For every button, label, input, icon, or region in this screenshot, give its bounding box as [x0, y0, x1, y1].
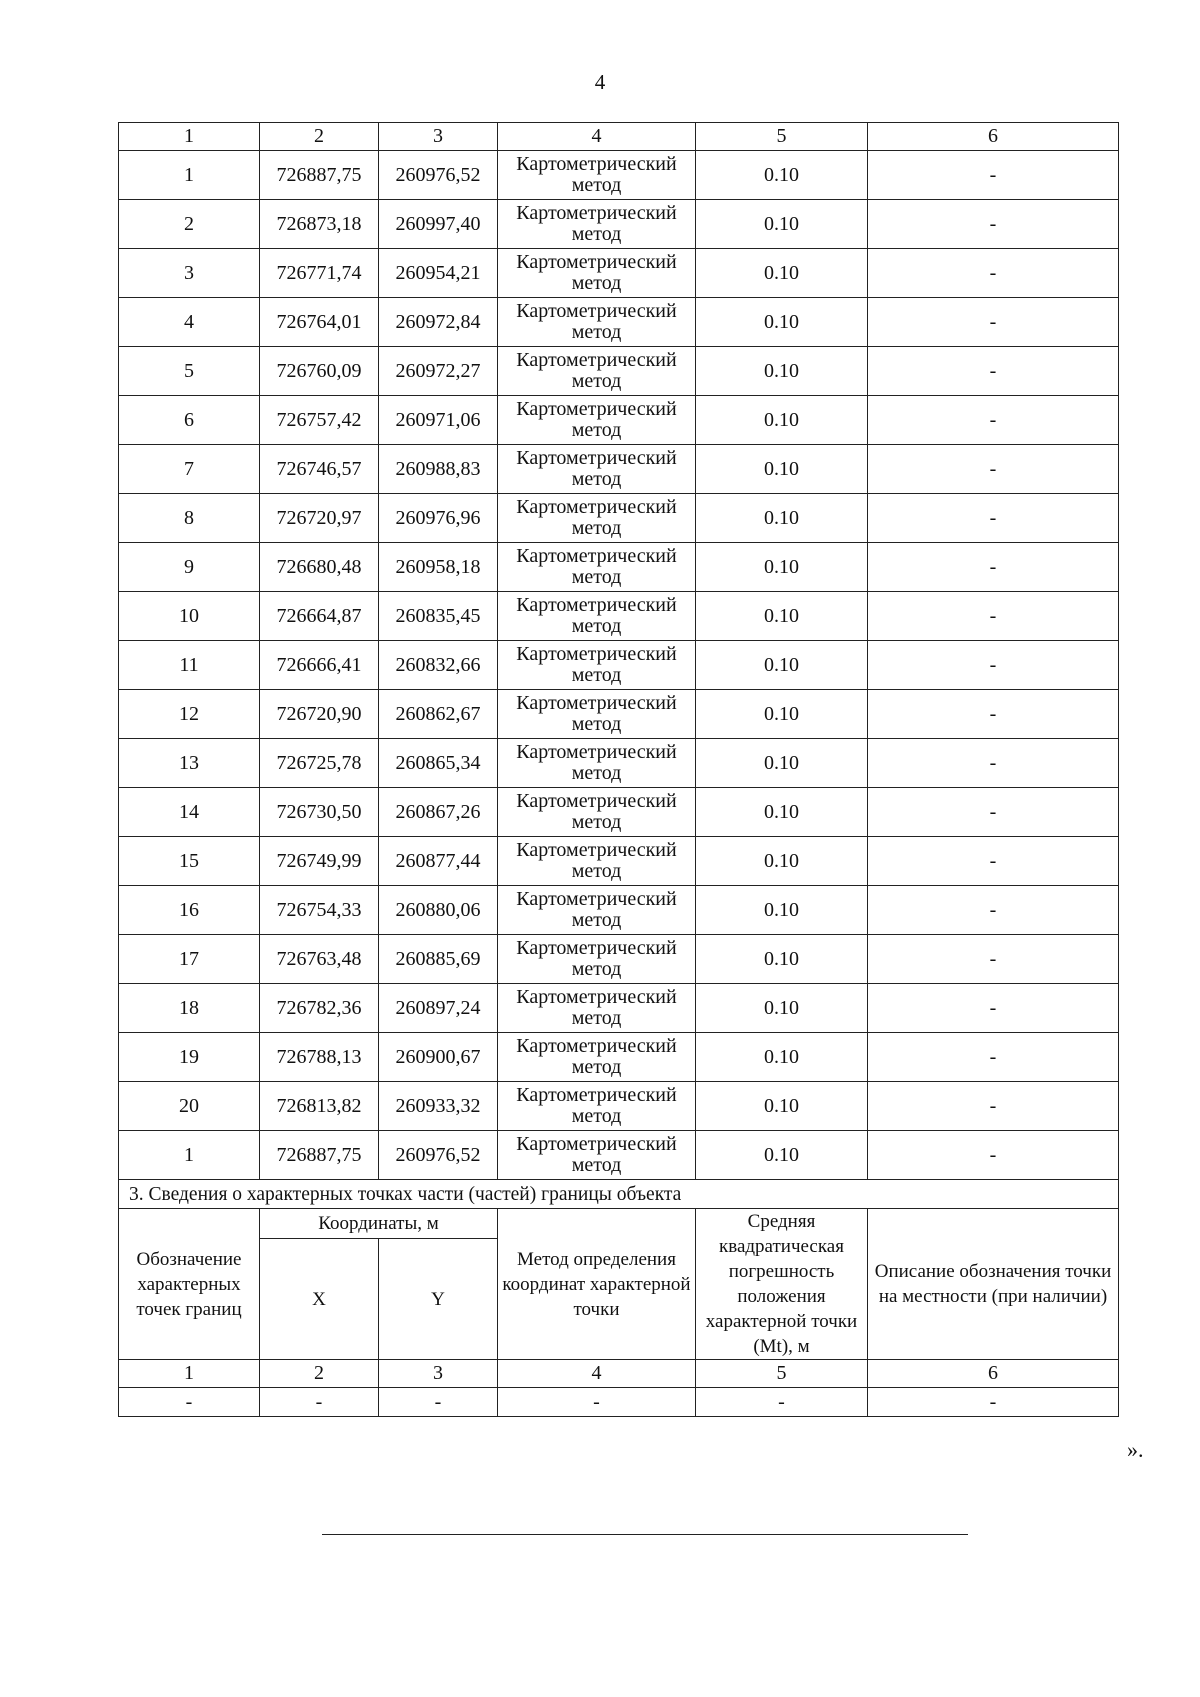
- description-cell: -: [868, 690, 1119, 739]
- point-cell: 18: [119, 984, 260, 1033]
- method-text-line: Картометрический: [516, 349, 677, 371]
- y-coordinate-cell: 260976,52: [379, 151, 498, 200]
- method-text-line: метод: [571, 664, 622, 686]
- y-coordinate-cell: 260867,26: [379, 788, 498, 837]
- point-cell: 3: [119, 249, 260, 298]
- point-cell: 1: [119, 1131, 260, 1180]
- x-coordinate-cell: 726782,36: [260, 984, 379, 1033]
- method-text-line: Картометрический: [516, 643, 677, 665]
- method-text-line: метод: [571, 860, 622, 882]
- y-coordinate-cell: 260832,66: [379, 641, 498, 690]
- table-row: [119, 347, 1119, 396]
- description-cell: -: [868, 886, 1119, 935]
- method-cell: [498, 249, 696, 298]
- method-cell: [498, 984, 696, 1033]
- method-cell: [498, 1131, 696, 1180]
- x-coordinate-cell: 726763,48: [260, 935, 379, 984]
- empty-cell: -: [696, 1388, 868, 1417]
- description-cell: -: [868, 984, 1119, 1033]
- table-row: [119, 837, 1119, 886]
- method-text-line: Картометрический: [516, 251, 677, 273]
- table-row: [119, 396, 1119, 445]
- description-cell: -: [868, 249, 1119, 298]
- y-coordinate-cell: 260933,32: [379, 1082, 498, 1131]
- y-coordinate-cell: 260972,84: [379, 298, 498, 347]
- method-text-line: метод: [571, 566, 622, 588]
- x-coordinate-cell: 726873,18: [260, 200, 379, 249]
- point-cell: 17: [119, 935, 260, 984]
- description-cell: -: [868, 739, 1119, 788]
- header-coordinates: Координаты, м: [260, 1209, 498, 1239]
- section-3-title: 3. Сведения о характерных точках части (частей) границы объекта: [119, 1180, 1119, 1209]
- mean-square-error-cell: 0.10: [696, 984, 868, 1033]
- table-row: [119, 788, 1119, 837]
- method-text-line: Картометрический: [516, 839, 677, 861]
- column-number: 6: [868, 123, 1119, 151]
- description-cell: -: [868, 151, 1119, 200]
- y-coordinate-cell: 260900,67: [379, 1033, 498, 1082]
- mean-square-error-cell: 0.10: [696, 347, 868, 396]
- description-cell: -: [868, 592, 1119, 641]
- method-cell: [498, 200, 696, 249]
- method-text-line: метод: [571, 272, 622, 294]
- x-coordinate-cell: 726666,41: [260, 641, 379, 690]
- mean-square-error-cell: 0.10: [696, 1033, 868, 1082]
- point-cell: 10: [119, 592, 260, 641]
- column-number: 5: [696, 123, 868, 151]
- column-number: 1: [119, 123, 260, 151]
- mean-square-error-cell: 0.10: [696, 739, 868, 788]
- point-cell: 19: [119, 1033, 260, 1082]
- point-cell: 16: [119, 886, 260, 935]
- y-coordinate-cell: 260972,27: [379, 347, 498, 396]
- x-coordinate-cell: 726764,01: [260, 298, 379, 347]
- method-cell: [498, 690, 696, 739]
- y-coordinate-cell: 260976,52: [379, 1131, 498, 1180]
- mean-square-error-cell: 0.10: [696, 1131, 868, 1180]
- point-cell: 20: [119, 1082, 260, 1131]
- method-text-line: метод: [571, 1105, 622, 1127]
- y-coordinate-cell: 260958,18: [379, 543, 498, 592]
- x-coordinate-cell: 726746,57: [260, 445, 379, 494]
- table-row: [119, 984, 1119, 1033]
- table-row: [119, 543, 1119, 592]
- point-cell: 6: [119, 396, 260, 445]
- column-number-row: [119, 123, 1119, 151]
- y-coordinate-cell: 260862,67: [379, 690, 498, 739]
- y-coordinate-cell: 260954,21: [379, 249, 498, 298]
- description-cell: -: [868, 837, 1119, 886]
- table-row: [119, 151, 1119, 200]
- closing-quote-mark: ».: [1127, 1437, 1144, 1462]
- method-text-line: метод: [571, 1056, 622, 1078]
- mean-square-error-cell: 0.10: [696, 200, 868, 249]
- section-3-title-row: [119, 1180, 1119, 1209]
- method-text-line: метод: [571, 468, 622, 490]
- empty-cell: -: [379, 1388, 498, 1417]
- table-row: [119, 445, 1119, 494]
- method-text-line: Картометрический: [516, 447, 677, 469]
- description-cell: -: [868, 641, 1119, 690]
- header-y: Y: [379, 1239, 498, 1360]
- method-cell: [498, 886, 696, 935]
- method-text-line: Картометрический: [516, 300, 677, 322]
- mean-square-error-cell: 0.10: [696, 494, 868, 543]
- method-text-line: метод: [571, 713, 622, 735]
- method-text-line: Картометрический: [516, 545, 677, 567]
- mean-square-error-cell: 0.10: [696, 151, 868, 200]
- table-row: [119, 935, 1119, 984]
- table-row: [119, 1082, 1119, 1131]
- method-cell: [498, 1082, 696, 1131]
- method-text-line: метод: [571, 615, 622, 637]
- method-cell: [498, 837, 696, 886]
- column-number: 3: [379, 123, 498, 151]
- x-coordinate-cell: 726730,50: [260, 788, 379, 837]
- method-text-line: метод: [571, 370, 622, 392]
- y-coordinate-cell: 260971,06: [379, 396, 498, 445]
- method-text-line: метод: [571, 223, 622, 245]
- mean-square-error-cell: 0.10: [696, 886, 868, 935]
- y-coordinate-cell: 260835,45: [379, 592, 498, 641]
- empty-cell: -: [868, 1388, 1119, 1417]
- y-coordinate-cell: 260885,69: [379, 935, 498, 984]
- method-text-line: Картометрический: [516, 888, 677, 910]
- method-text-line: Картометрический: [516, 692, 677, 714]
- method-text-line: метод: [571, 1007, 622, 1029]
- mean-square-error-cell: 0.10: [696, 837, 868, 886]
- mean-square-error-cell: 0.10: [696, 445, 868, 494]
- table-row: [119, 494, 1119, 543]
- boundary-points-table: [118, 122, 1119, 1417]
- table-row: [119, 690, 1119, 739]
- column-number: 4: [498, 1360, 696, 1388]
- table-row: [119, 249, 1119, 298]
- table-row: [119, 886, 1119, 935]
- x-coordinate-cell: 726788,13: [260, 1033, 379, 1082]
- empty-cell: -: [498, 1388, 696, 1417]
- method-text-line: Картометрический: [516, 202, 677, 224]
- table-row: [119, 1131, 1119, 1180]
- method-text-line: Картометрический: [516, 986, 677, 1008]
- column-number: 4: [498, 123, 696, 151]
- method-cell: [498, 445, 696, 494]
- x-coordinate-cell: 726887,75: [260, 1131, 379, 1180]
- y-coordinate-cell: 260988,83: [379, 445, 498, 494]
- table-row: [119, 592, 1119, 641]
- method-text-line: Картометрический: [516, 153, 677, 175]
- method-text-line: Картометрический: [516, 790, 677, 812]
- method-text-line: Картометрический: [516, 1084, 677, 1106]
- point-cell: 15: [119, 837, 260, 886]
- method-text-line: метод: [571, 321, 622, 343]
- method-cell: [498, 788, 696, 837]
- section-3-header-row: [119, 1209, 1119, 1239]
- method-cell: [498, 543, 696, 592]
- point-cell: 11: [119, 641, 260, 690]
- x-coordinate-cell: 726754,33: [260, 886, 379, 935]
- method-cell: [498, 641, 696, 690]
- description-cell: -: [868, 494, 1119, 543]
- description-cell: -: [868, 445, 1119, 494]
- method-text-line: Картометрический: [516, 594, 677, 616]
- x-coordinate-cell: 726749,99: [260, 837, 379, 886]
- description-cell: -: [868, 347, 1119, 396]
- mean-square-error-cell: 0.10: [696, 1082, 868, 1131]
- method-cell: [498, 347, 696, 396]
- point-cell: 4: [119, 298, 260, 347]
- description-cell: -: [868, 1033, 1119, 1082]
- column-number: 6: [868, 1360, 1119, 1388]
- description-cell: -: [868, 788, 1119, 837]
- description-cell: -: [868, 543, 1119, 592]
- method-cell: [498, 935, 696, 984]
- description-cell: -: [868, 1131, 1119, 1180]
- method-cell: [498, 592, 696, 641]
- y-coordinate-cell: 260897,24: [379, 984, 498, 1033]
- header-mean-square-error: Средняя квадратическая погрешность положения характерной точки (Mt), м: [696, 1209, 868, 1360]
- mean-square-error-cell: 0.10: [696, 543, 868, 592]
- mean-square-error-cell: 0.10: [696, 298, 868, 347]
- page-number: 4: [594, 70, 606, 94]
- mean-square-error-cell: 0.10: [696, 690, 868, 739]
- y-coordinate-cell: 260865,34: [379, 739, 498, 788]
- method-text-line: метод: [571, 762, 622, 784]
- method-text-line: Картометрический: [516, 1035, 677, 1057]
- point-cell: 8: [119, 494, 260, 543]
- method-text-line: Картометрический: [516, 496, 677, 518]
- description-cell: -: [868, 200, 1119, 249]
- section-3-empty-row: [119, 1388, 1119, 1417]
- table-row: [119, 1033, 1119, 1082]
- description-cell: -: [868, 1082, 1119, 1131]
- point-cell: 9: [119, 543, 260, 592]
- point-cell: 5: [119, 347, 260, 396]
- section-3-column-number-row: [119, 1360, 1119, 1388]
- method-text-line: метод: [571, 811, 622, 833]
- description-cell: -: [868, 935, 1119, 984]
- y-coordinate-cell: 260997,40: [379, 200, 498, 249]
- method-cell: [498, 1033, 696, 1082]
- method-text-line: метод: [571, 174, 622, 196]
- x-coordinate-cell: 726887,75: [260, 151, 379, 200]
- table-row: [119, 739, 1119, 788]
- method-text-line: Картометрический: [516, 937, 677, 959]
- header-x: X: [260, 1239, 379, 1360]
- x-coordinate-cell: 726664,87: [260, 592, 379, 641]
- method-text-line: Картометрический: [516, 1133, 677, 1155]
- method-text-line: метод: [571, 909, 622, 931]
- y-coordinate-cell: 260877,44: [379, 837, 498, 886]
- empty-cell: -: [119, 1388, 260, 1417]
- x-coordinate-cell: 726720,97: [260, 494, 379, 543]
- method-cell: [498, 151, 696, 200]
- column-number: 2: [260, 1360, 379, 1388]
- table-row: [119, 200, 1119, 249]
- mean-square-error-cell: 0.10: [696, 935, 868, 984]
- column-number: 3: [379, 1360, 498, 1388]
- x-coordinate-cell: 726680,48: [260, 543, 379, 592]
- x-coordinate-cell: 726725,78: [260, 739, 379, 788]
- method-cell: [498, 739, 696, 788]
- table-row: [119, 298, 1119, 347]
- method-cell: [498, 494, 696, 543]
- column-number: 5: [696, 1360, 868, 1388]
- point-cell: 12: [119, 690, 260, 739]
- description-cell: -: [868, 298, 1119, 347]
- point-cell: 7: [119, 445, 260, 494]
- empty-cell: -: [260, 1388, 379, 1417]
- point-cell: 1: [119, 151, 260, 200]
- method-text-line: Картометрический: [516, 398, 677, 420]
- mean-square-error-cell: 0.10: [696, 592, 868, 641]
- point-cell: 13: [119, 739, 260, 788]
- mean-square-error-cell: 0.10: [696, 788, 868, 837]
- x-coordinate-cell: 726720,90: [260, 690, 379, 739]
- method-text-line: метод: [571, 517, 622, 539]
- column-number: 2: [260, 123, 379, 151]
- mean-square-error-cell: 0.10: [696, 396, 868, 445]
- y-coordinate-cell: 260976,96: [379, 494, 498, 543]
- mean-square-error-cell: 0.10: [696, 641, 868, 690]
- method-text-line: метод: [571, 1154, 622, 1176]
- table-row: [119, 641, 1119, 690]
- method-cell: [498, 298, 696, 347]
- point-cell: 2: [119, 200, 260, 249]
- signature-line: [322, 1534, 968, 1535]
- header-point-description: Описание обозначения точки на местности (при наличии): [868, 1209, 1119, 1360]
- mean-square-error-cell: 0.10: [696, 249, 868, 298]
- y-coordinate-cell: 260880,06: [379, 886, 498, 935]
- description-cell: -: [868, 396, 1119, 445]
- column-number: 1: [119, 1360, 260, 1388]
- x-coordinate-cell: 726813,82: [260, 1082, 379, 1131]
- x-coordinate-cell: 726771,74: [260, 249, 379, 298]
- x-coordinate-cell: 726757,42: [260, 396, 379, 445]
- method-cell: [498, 396, 696, 445]
- point-cell: 14: [119, 788, 260, 837]
- header-point-designation: Обозначение характерных точек границ: [119, 1209, 260, 1360]
- method-text-line: метод: [571, 958, 622, 980]
- method-text-line: Картометрический: [516, 741, 677, 763]
- method-text-line: метод: [571, 419, 622, 441]
- x-coordinate-cell: 726760,09: [260, 347, 379, 396]
- header-method: Метод определения координат характерной точки: [498, 1209, 696, 1360]
